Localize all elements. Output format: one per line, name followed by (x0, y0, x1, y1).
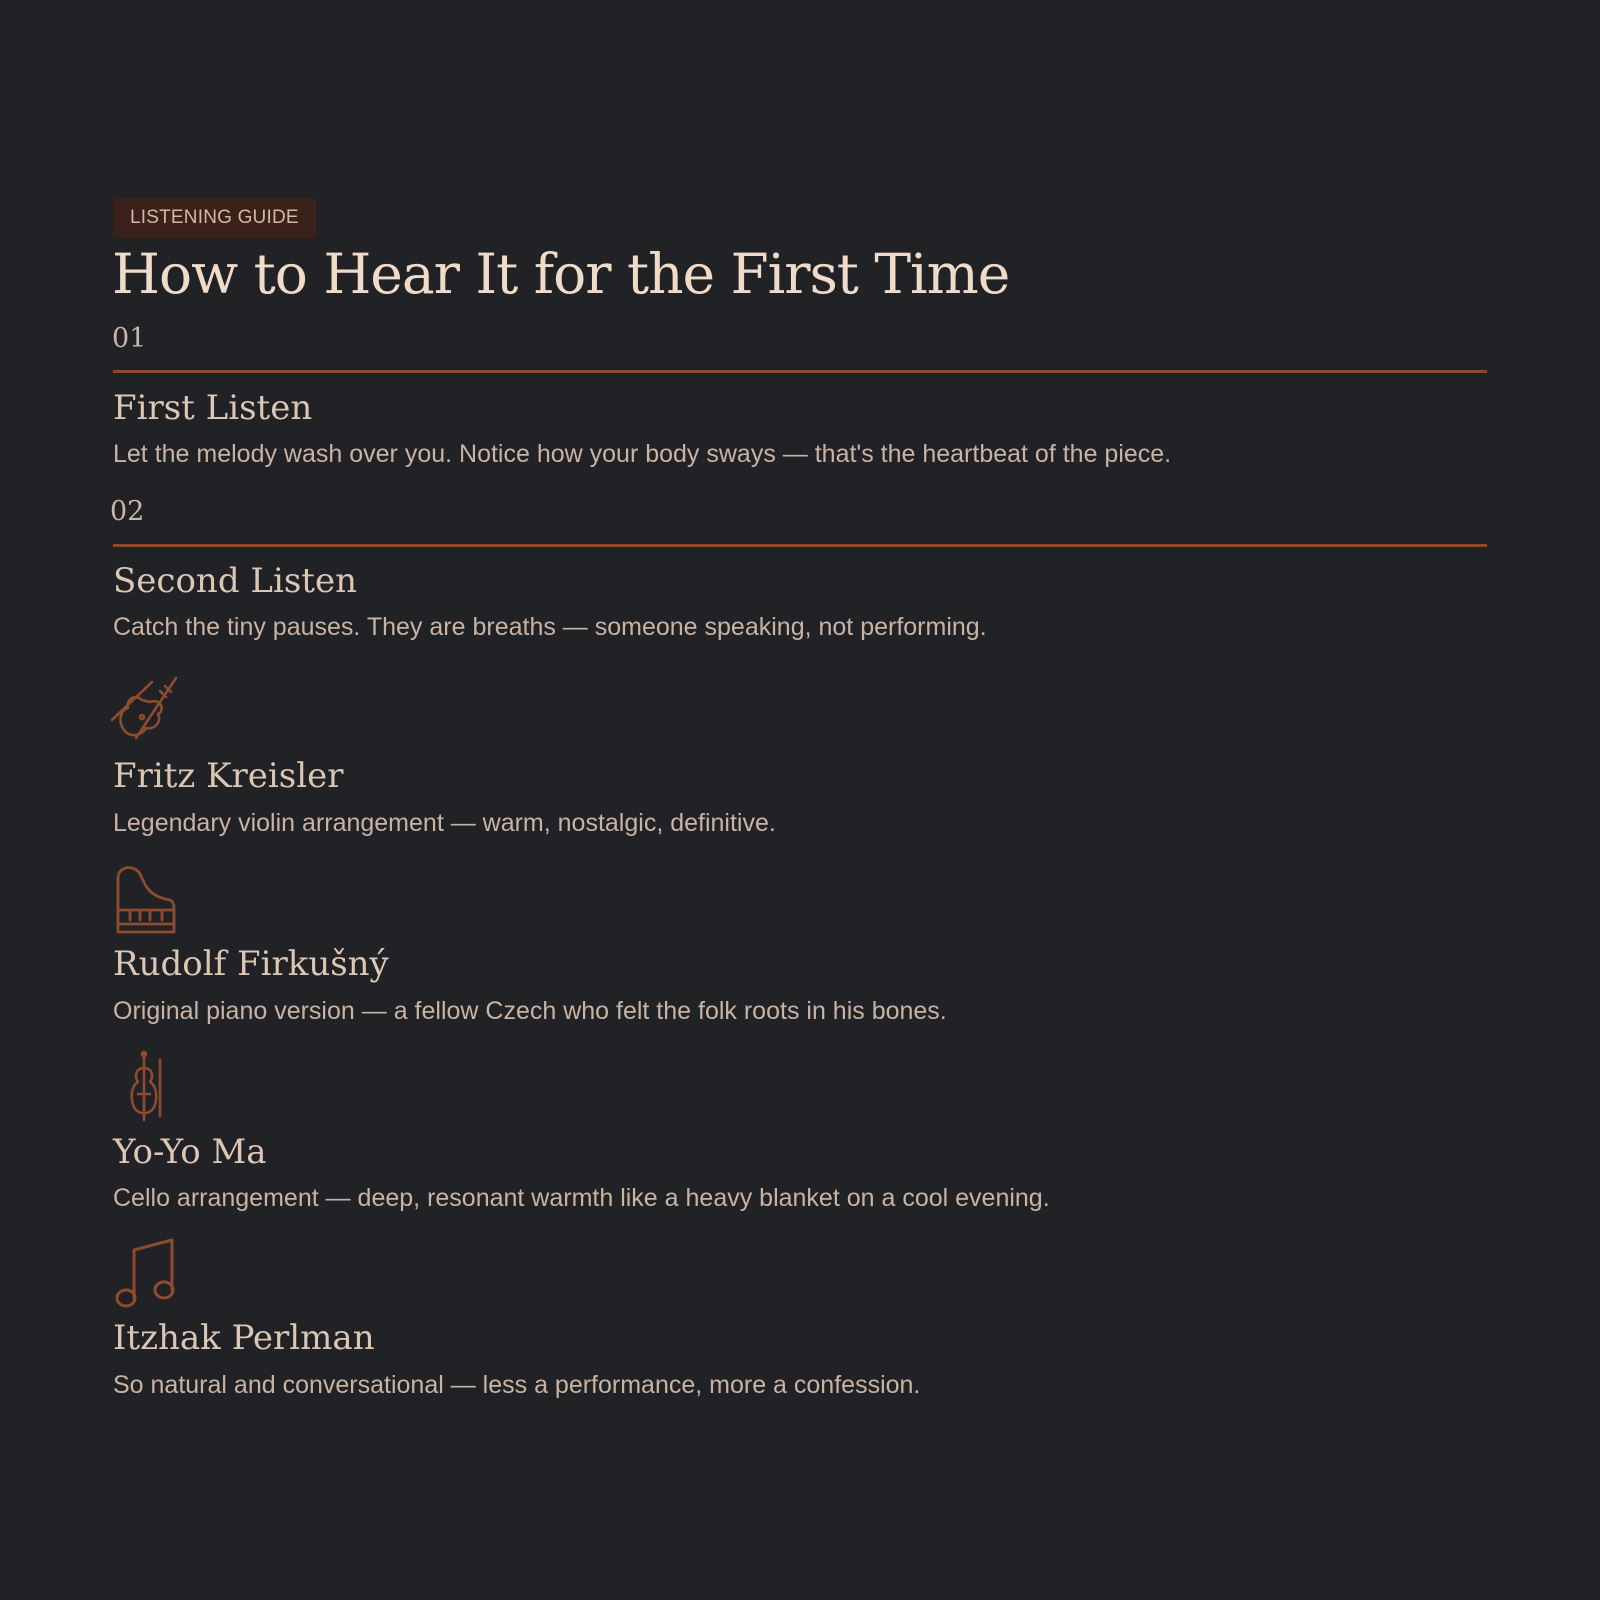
step-number: 02 (110, 496, 145, 527)
cello-icon (112, 1050, 184, 1122)
music-note-icon (112, 1236, 184, 1308)
step-number: 01 (112, 323, 147, 354)
performer-name: Fritz Kreisler (113, 756, 344, 796)
step-heading: Second Listen (113, 561, 357, 601)
step-divider (113, 544, 1487, 547)
step-heading: First Listen (113, 388, 313, 428)
step-description: Catch the tiny pauses. They are breaths — someone speaking, not performing. (113, 613, 987, 641)
performer-name: Yo-Yo Ma (113, 1132, 267, 1172)
step-divider (113, 370, 1487, 373)
performer-name: Itzhak Perlman (113, 1318, 375, 1358)
step-description: Let the melody wash over you. Notice how your body sways — that's the heartbeat of the piece. (113, 440, 1172, 468)
performer-description: Legendary violin arrangement — warm, nostalgic, definitive. (113, 809, 776, 837)
piano-icon (112, 862, 184, 934)
performer-description: Original piano version — a fellow Czech who felt the folk roots in his bones. (113, 997, 947, 1025)
performer-description: So natural and conversational — less a performance, more a confession. (113, 1371, 921, 1399)
section-badge: LISTENING GUIDE (113, 198, 316, 238)
performer-name: Rudolf Firkušný (113, 944, 389, 984)
violin-icon (110, 676, 182, 748)
page-title: How to Hear It for the First Time (112, 242, 1010, 306)
performer-description: Cello arrangement — deep, resonant warmth like a heavy blanket on a cool evening. (113, 1184, 1050, 1212)
